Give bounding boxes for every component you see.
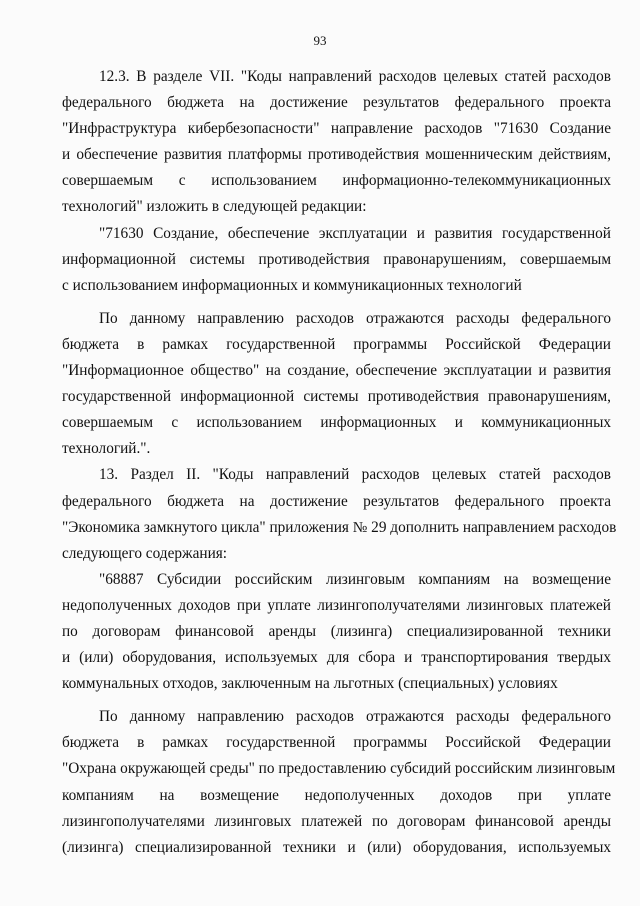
text-line: 13. Раздел II. "Коды направлений расходов целевых статей расходов [99, 466, 611, 484]
text-line: и (или) оборудования, используемых для сбора и транспортирования твердых [62, 649, 611, 667]
text-line: По данному направлению расходов отражаются расходы федерального [99, 708, 611, 726]
text-line: недополученных доходов при уплате лизингополучателями лизинговых платежей [62, 596, 611, 614]
text-line: коммунальных отходов, заключенным на льготных (специальных) условиях [62, 675, 558, 693]
text-line: федерального бюджета на достижение результатов федерального проекта [62, 94, 611, 112]
paragraph [62, 221, 611, 299]
text-line: лизингополучателями лизинговых платежей по договорам финансовой аренды [62, 812, 611, 830]
text-line: бюджета в рамках государственной программы Российской Федерации [62, 335, 611, 353]
text-line: По данному направлению расходов отражаются расходы федерального [99, 309, 611, 327]
text-line: совершаемым с использованием информационно-телекоммуникационных [62, 172, 611, 190]
paragraph-gap [62, 299, 611, 306]
paragraph [62, 64, 611, 221]
page-number: 93 [313, 33, 327, 48]
text-line: "Охрана окружающей среды" по предоставлению субсидий российским лизинговым [62, 760, 616, 778]
paragraph [62, 306, 611, 463]
text-line: следующего содержания: [62, 544, 228, 562]
text-line: "71630 Создание, обеспечение эксплуатации и развития государственной [99, 224, 611, 242]
text-line: "Информационное общество" на создание, обеспечение эксплуатации и развития [62, 362, 611, 380]
text-line: технологий" изложить в следующей редакции: [62, 198, 367, 216]
text-line: с использованием информационных и коммуникационных технологий [62, 276, 522, 294]
text-line: федерального бюджета на достижение результатов федерального проекта [62, 492, 611, 510]
text-line: совершаемым с использованием информационных и коммуникационных [62, 414, 611, 432]
text-line: компаниям на возмещение недополученных доходов при уплате [62, 786, 611, 804]
text-line: (лизинга) специализированной техники и (или) оборудования, используемых [62, 838, 611, 856]
text-line: по договорам финансовой аренды (лизинга) специализированной техники [62, 622, 611, 640]
text-line: государственной информационной системы противодействия правонарушениям, [62, 388, 611, 406]
paragraph-gap [62, 697, 611, 704]
text-line: "Экономика замкнутого цикла" приложения № 29 дополнить направлением расходов [62, 518, 617, 536]
text-line: бюджета в рамках государственной программы Российской Федерации [62, 734, 611, 752]
text-line: и обеспечение развития платформы противодействия мошенническим действиям, [62, 146, 611, 164]
paragraph [62, 462, 617, 566]
paragraph [62, 704, 616, 861]
text-line: информационной системы противодействия правонарушениям, совершаемым [62, 250, 611, 268]
document-body [62, 64, 617, 861]
paragraph [62, 567, 611, 697]
text-line: технологий.". [62, 440, 151, 458]
text-line: "Инфраструктура кибербезопасности" направление расходов "71630 Создание [62, 120, 611, 138]
text-line: 12.3. В разделе VII. "Коды направлений расходов целевых статей расходов [99, 68, 611, 85]
text-line: "68887 Субсидии российским лизинговым компаниям на возмещение [99, 570, 611, 588]
